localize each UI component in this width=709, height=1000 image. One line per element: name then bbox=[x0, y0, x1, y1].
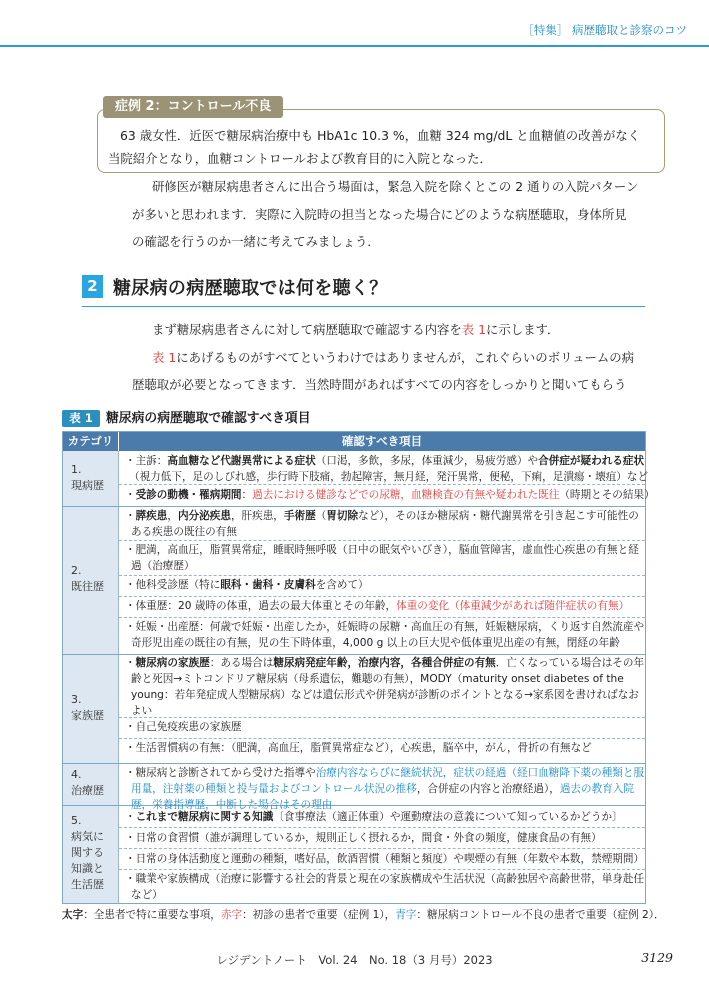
text-run: ・ bbox=[125, 657, 136, 669]
intro-line: が多いと思われます．実際に入院時の担当となった場合にどのような病歴聴取，身体所見 bbox=[132, 206, 627, 222]
table-row bbox=[125, 577, 643, 593]
category-name: 生活歴 bbox=[71, 878, 104, 891]
text-run: ・糖尿病と診断されてから受けた bbox=[125, 767, 284, 779]
case-line: 当院紹介となり，血糖コントロールおよび教育目的に入院となった． bbox=[108, 151, 492, 166]
table-row bbox=[125, 487, 655, 503]
row-line: よい bbox=[131, 705, 153, 717]
row-line bbox=[125, 655, 643, 671]
row-line: ・肥満，高血圧，脂質異常症，睡眠時無呼吸（日中の眠気やいびき），脳血管障害，虚血性心疾患の有無と経 bbox=[125, 544, 639, 556]
table-row bbox=[125, 542, 643, 574]
section-title: 糖尿病の病歴聴取では何を聴く？ bbox=[113, 278, 388, 299]
table-row bbox=[125, 765, 643, 813]
row-line bbox=[125, 577, 643, 593]
text-run: ・ bbox=[125, 811, 136, 823]
table-row bbox=[125, 830, 643, 846]
row-line: 過（治療歴） bbox=[131, 560, 195, 572]
text-run: ・他科受診歴（特に bbox=[125, 579, 221, 591]
section-line: 歴聴取が必要となってきます．当然時間があればすべての内容をしっかりと聞いてもらう bbox=[132, 377, 627, 392]
table-row bbox=[125, 598, 643, 614]
bold-run: 膵疾患 bbox=[135, 510, 168, 522]
text-run: ：糖尿病コントロール不良の患者で重要（症例 2）． bbox=[416, 909, 665, 921]
table-tag: 表 1 bbox=[62, 410, 100, 427]
row-separator bbox=[119, 617, 645, 618]
text-run: （口渇，多飲，多尿，体重減少，易疲労感）や bbox=[315, 455, 539, 467]
category-name: 知識と bbox=[71, 862, 104, 875]
red-run: 赤字 bbox=[220, 909, 243, 921]
text-run: 〔食事療法（適正体重）や運動療法の意義について知っているかどうか〕 bbox=[273, 811, 623, 823]
column-separator bbox=[118, 451, 119, 903]
row-separator bbox=[119, 827, 645, 828]
category-number: 1. bbox=[71, 463, 82, 476]
category-3 bbox=[71, 692, 104, 724]
blue-run: 過去の教育入院 bbox=[559, 783, 634, 795]
text-run: 指導や bbox=[283, 767, 316, 779]
row-line bbox=[125, 508, 643, 524]
table-header bbox=[63, 432, 645, 451]
category-name: 病気に bbox=[71, 830, 104, 843]
header-items: 確認すべき項目 bbox=[118, 432, 645, 451]
row-separator bbox=[119, 575, 645, 576]
bold-run: 合併症が疑われる症状 bbox=[538, 455, 645, 467]
intro-line: 研修医が糖尿病患者さんに出合う場面は，緊急入院を除くとこの 2 通りの入院パターン bbox=[152, 179, 639, 194]
bold-run: 手術歴 bbox=[283, 510, 316, 522]
section-paragraph bbox=[132, 316, 650, 399]
category-1 bbox=[71, 462, 104, 494]
section-rule bbox=[82, 306, 645, 307]
row-line: （視力低下，足のしびれ感，歩行時下肢痛，勃起障害，無月経，発汗異常，便秘，下痢，足潰瘍・壊疽）など bbox=[129, 471, 649, 483]
category-name: 関する bbox=[71, 846, 104, 859]
row-line: ある疾患の既往の有無 bbox=[131, 526, 237, 538]
table-row bbox=[125, 740, 643, 756]
text-run: など），そのほか糖尿病・糖代謝異常を引き起こす可能性の bbox=[358, 510, 639, 522]
row-separator bbox=[119, 738, 645, 739]
case-text bbox=[108, 124, 656, 170]
bold-run: 胃切除 bbox=[326, 510, 359, 522]
row-line: ・妊娠・出産歴：何歳で妊娠・出産したか，妊娠時の尿糖・高血圧の有無，妊娠糖尿病，くり返す自然流産や bbox=[125, 621, 645, 633]
text-run: ：初診の患者で重要（症例 1）， bbox=[242, 909, 396, 921]
text-run: ・体重歴：20 歳時の体重，過去の最大体重とその年齢， bbox=[125, 600, 397, 612]
journal-footer: レジデントノート Vol. 24 No. 18（3 月号）2023 bbox=[216, 953, 493, 967]
bold-run: 内分泌疾患 bbox=[177, 510, 231, 522]
text-run: （時期とその結果） bbox=[559, 489, 655, 501]
row-separator bbox=[119, 540, 645, 541]
section-line bbox=[132, 344, 650, 372]
text-run: ・ bbox=[125, 489, 136, 501]
intro-line: の確認を行うのか一緒に考えてみましょう． bbox=[132, 234, 380, 249]
blue-run: 治療内容ならびに継続状況，症状の経過（経口血糖降下薬の種類と服 bbox=[315, 767, 645, 779]
row-line bbox=[125, 765, 643, 781]
text-run: ： bbox=[241, 489, 253, 501]
table-row bbox=[125, 453, 649, 485]
bold-run: 糖尿病の家族歴 bbox=[135, 657, 210, 669]
text-run: ，肝疾患， bbox=[230, 510, 284, 522]
row-line bbox=[125, 487, 655, 503]
category-number: 2. bbox=[71, 564, 82, 577]
category-number: 3. bbox=[71, 693, 82, 706]
group-separator bbox=[63, 763, 645, 764]
text-run: を含めて） bbox=[315, 579, 369, 591]
category-number: 4. bbox=[71, 768, 82, 781]
text-run: ， bbox=[167, 510, 178, 522]
text-run: にあげるものがすべてというわけではありませんが，これぐらいのボリュームの病 bbox=[176, 349, 635, 365]
row-line: ・職業や家族構成（治療に影響する社会的背景と現在の家族構成や生活状況（高齢独居や高齢世帯，単身赴任 bbox=[125, 873, 645, 885]
table-title: 糖尿病の病歴聴取で確認すべき項目 bbox=[106, 411, 311, 426]
section-line bbox=[132, 316, 650, 344]
category-4 bbox=[71, 767, 104, 799]
intro-paragraph bbox=[132, 173, 650, 256]
text-run: まず糖尿病患者さんに対して病歴聴取で確認する内容を bbox=[152, 322, 462, 337]
row-line bbox=[125, 809, 643, 825]
text-run: ・ bbox=[125, 510, 136, 522]
text-run: ，合併症の内容と治療経過）， bbox=[416, 783, 560, 795]
category-name: 既往歴 bbox=[71, 580, 104, 593]
row-line: 歴，栄養指導歴，中断した場合はその理由 bbox=[131, 799, 333, 811]
table-row bbox=[125, 508, 643, 540]
case-line: 63 歳女性．近医で糖尿病治療中も HbA1c 10.3 %，血糖 324 mg/dL と血糖値の改善がなく bbox=[120, 128, 641, 143]
running-header: ［特集］ 病歴聴取と診察のコツ bbox=[522, 23, 687, 37]
page-number: 3129 bbox=[641, 950, 673, 965]
table-ref: 表 1 bbox=[461, 322, 486, 337]
text-run: に示します． bbox=[485, 322, 560, 337]
category-5 bbox=[71, 813, 104, 893]
row-line: young：若年発症成人型糖尿病）などは遺伝形式や併発病が診断のポイントとなる→家系図を書ければなお bbox=[131, 689, 639, 701]
header-rule bbox=[0, 45, 709, 47]
row-line: ・自己免疫疾患の家族歴 bbox=[125, 721, 242, 733]
row-line bbox=[125, 781, 643, 797]
text-run: ．亡くなっている場合はその年 bbox=[495, 657, 645, 669]
red-run: 体重の変化（体重減少があれば随伴症状の有無） bbox=[396, 600, 630, 612]
row-separator bbox=[119, 869, 645, 870]
text-run: ・主訴： bbox=[125, 455, 168, 467]
blue-run: 用量，注射薬の種類と投与量およびコントロール状況の推移 bbox=[131, 783, 417, 795]
red-run: 過去における健診などでの尿糖，血糖検査の有無や疑われた既往 bbox=[252, 489, 560, 501]
row-line: など） bbox=[131, 889, 163, 901]
bold-run: 糖尿病発症年齢，治療内容，各種合併症の有無 bbox=[273, 657, 496, 669]
row-line: 奇形児出産の既往の有無，児の生下時体重，4,000 g 以上の巨大児や低体重児出産の有無，閉経の年齢 bbox=[131, 637, 620, 649]
section-number: 2 bbox=[82, 275, 103, 298]
table-row bbox=[125, 655, 643, 719]
category-name: 現病歴 bbox=[71, 479, 104, 492]
text-run: （ bbox=[315, 510, 327, 522]
table-row bbox=[125, 719, 643, 735]
text-run: ：全患者で特に重要な事項， bbox=[83, 909, 221, 921]
bold-run: 高血糖など代謝異常による症状 bbox=[167, 455, 316, 467]
history-table bbox=[62, 431, 655, 904]
row-line: ・日常の食習慣（誰が調理しているか，規則正しく摂れるか，間食・外食の頻度，健康食品の有無） bbox=[125, 832, 602, 844]
header-category: カテゴリ bbox=[67, 434, 114, 448]
table-row bbox=[125, 809, 643, 825]
table-ref: 表 1 bbox=[152, 349, 177, 365]
table-row bbox=[125, 851, 643, 867]
category-name: 治療歴 bbox=[71, 784, 104, 797]
row-separator bbox=[119, 848, 645, 849]
category-2 bbox=[71, 563, 104, 595]
row-line bbox=[125, 453, 643, 469]
bold-run: 眼科・歯科・皮膚科 bbox=[220, 579, 316, 591]
bold-run: 太字 bbox=[62, 909, 84, 921]
row-line: ・日常の身体活動度と運動の種類，嗜好品，飲酒習慣（種類と頻度）や喫煙の有無（年数や本数，禁煙期間） bbox=[125, 853, 645, 865]
row-separator bbox=[119, 596, 645, 597]
group-separator bbox=[63, 506, 645, 507]
bold-run: これまで糖尿病に関する知識 bbox=[135, 811, 274, 823]
row-line bbox=[125, 598, 643, 614]
row-line: 齢と死因→ミトコンドリア糖尿病（母系遺伝，難聴の有無），MODY（maturity onset diabetes of the bbox=[131, 673, 624, 685]
bold-run: 受診の動機・罹病期間 bbox=[135, 489, 242, 501]
text-run: ：ある場合は bbox=[209, 657, 274, 669]
table-footnote bbox=[62, 907, 665, 922]
category-name: 家族歴 bbox=[71, 709, 104, 722]
category-number: 5. bbox=[71, 814, 82, 827]
blue-run: 青字 bbox=[395, 909, 417, 921]
case-tag: 症例 2：コントロール不良 bbox=[103, 96, 283, 118]
row-line: ・生活習慣病の有無：（肥満，高血圧，脂質異常症など），心疾患，脳卒中，がん，骨折の有無など bbox=[125, 742, 592, 754]
table-row bbox=[125, 619, 643, 651]
table-row bbox=[125, 871, 643, 903]
